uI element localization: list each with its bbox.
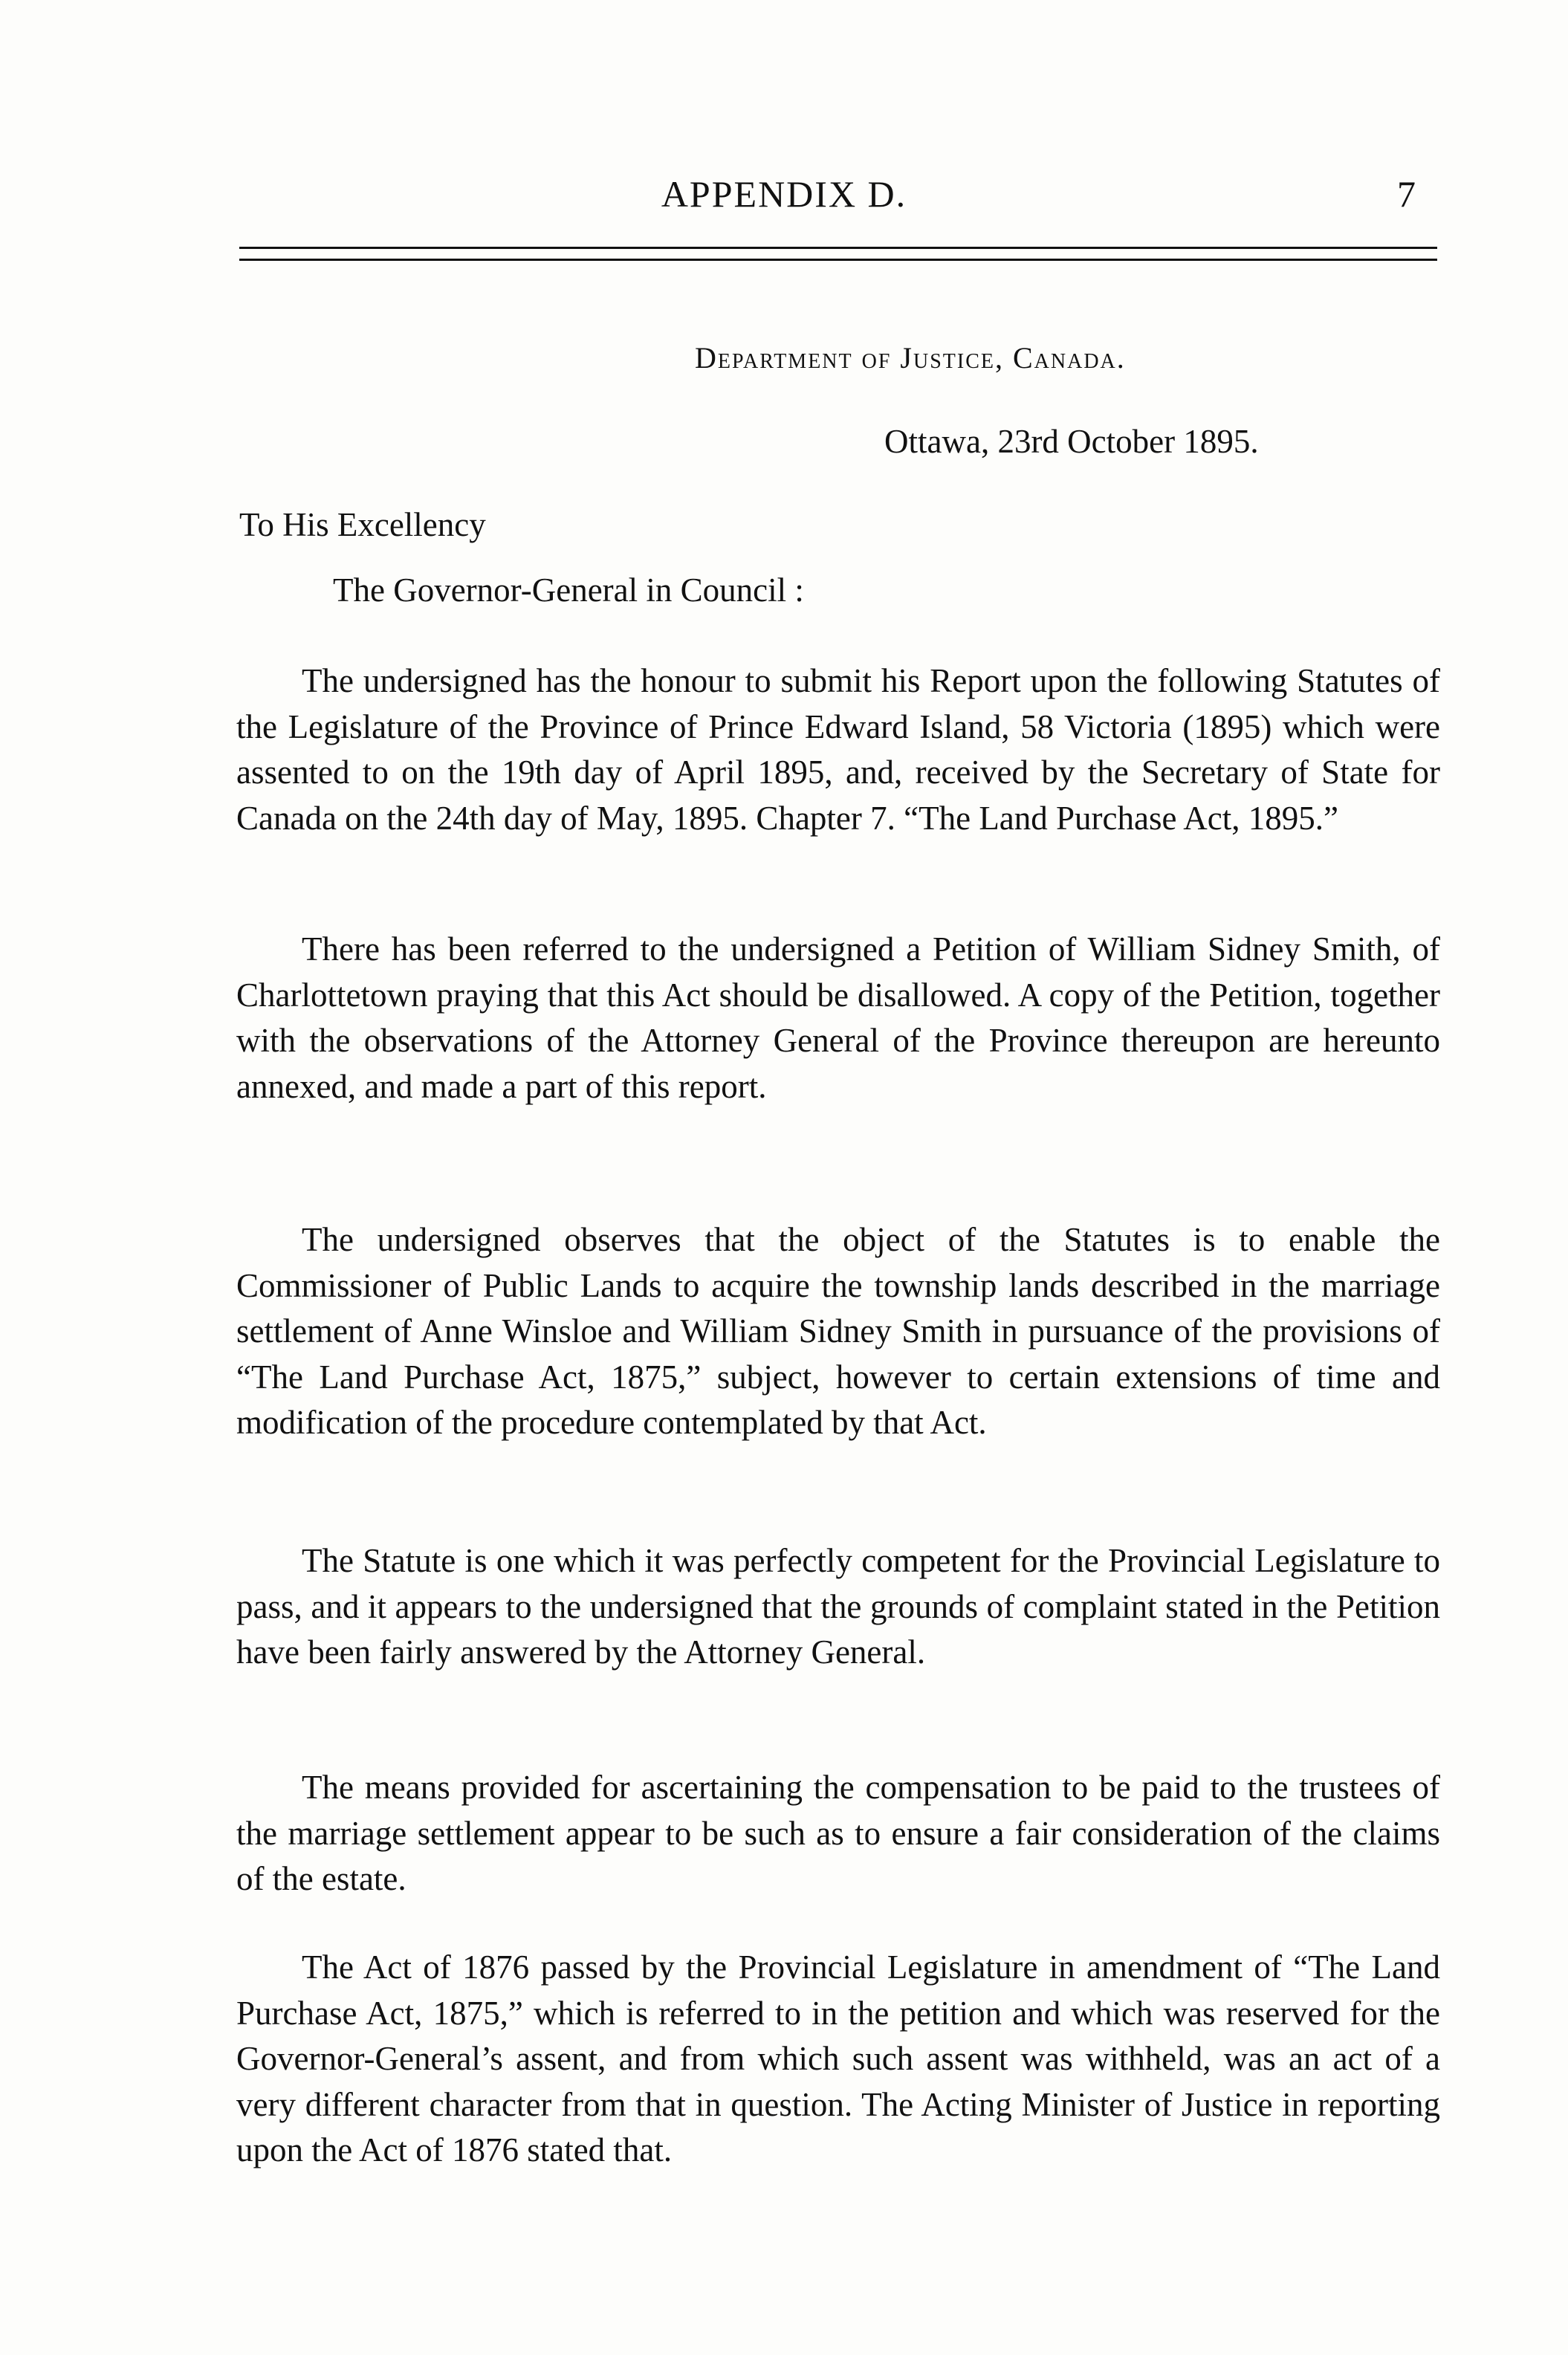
department-heading: Department of Justice, Canada. — [695, 341, 1126, 375]
paragraph: The undersigned observes that the object of the Statutes is to enable the Commissioner of Public Lands to acquire the township lands described in the marriage settlement of Anne Winsloe and William Sidney Smith in pursuance of the provisions of “The Land Purchase Act, 1875,” subject, however to certain extensions of time and modification of the procedure contemplated by that Act. — [236, 1221, 1440, 1441]
paragraph: The Statute is one which it was perfectly competent for the Provincial Legislature to pass, and it appears to the undersigned that the grounds of complaint stated in the Petition have been fairly answered by the Attorney General. — [236, 1542, 1440, 1671]
paragraph: The means provided for ascertaining the compensation to be paid to the trustees of the marriage settlement appear to be such as to ensure a fair consideration of the claims of the estate. — [236, 1769, 1440, 1897]
header-rule-top — [239, 247, 1437, 249]
running-header-title: APPENDIX D. — [661, 173, 907, 215]
paragraph: There has been referred to the undersigned a Petition of William Sidney Smith, of Charlottetown praying that this Act should be disallowed. A copy of the Petition, together with the observations of the Attorney General of the Province thereupon are hereunto annexed, and made a part of this report. — [236, 930, 1440, 1105]
dateline: Ottawa, 23rd October 1895. — [884, 423, 1259, 460]
header-rule-bottom — [239, 259, 1437, 261]
paragraph: The Act of 1876 passed by the Provincial Legislature in amendment of “The Land Purchase Act, 1875,” which is referred to in the petition and which was reserved for the Governor-General’s assent, and from which such assent was withheld, was an act of a very different character from that in question. The Acting Minister of Justice in reporting upon the Act of 1876 stated that. — [236, 1949, 1440, 2168]
salutation: To His Excellency — [239, 506, 486, 543]
page-number: 7 — [1397, 173, 1416, 215]
paragraph: The undersigned has the honour to submit his Report upon the following Statutes of the Legislature of the Province of Prince Edward Island, 58 Victoria (1895) which were assented to on the 19th day of April 1895, and, received by the Secretary of State for Canada on the 24th day of May, 1895. Chapter 7. “The Land Purchase Act, 1895.” — [236, 662, 1440, 837]
addressee: The Governor-General in Council : — [333, 571, 804, 609]
